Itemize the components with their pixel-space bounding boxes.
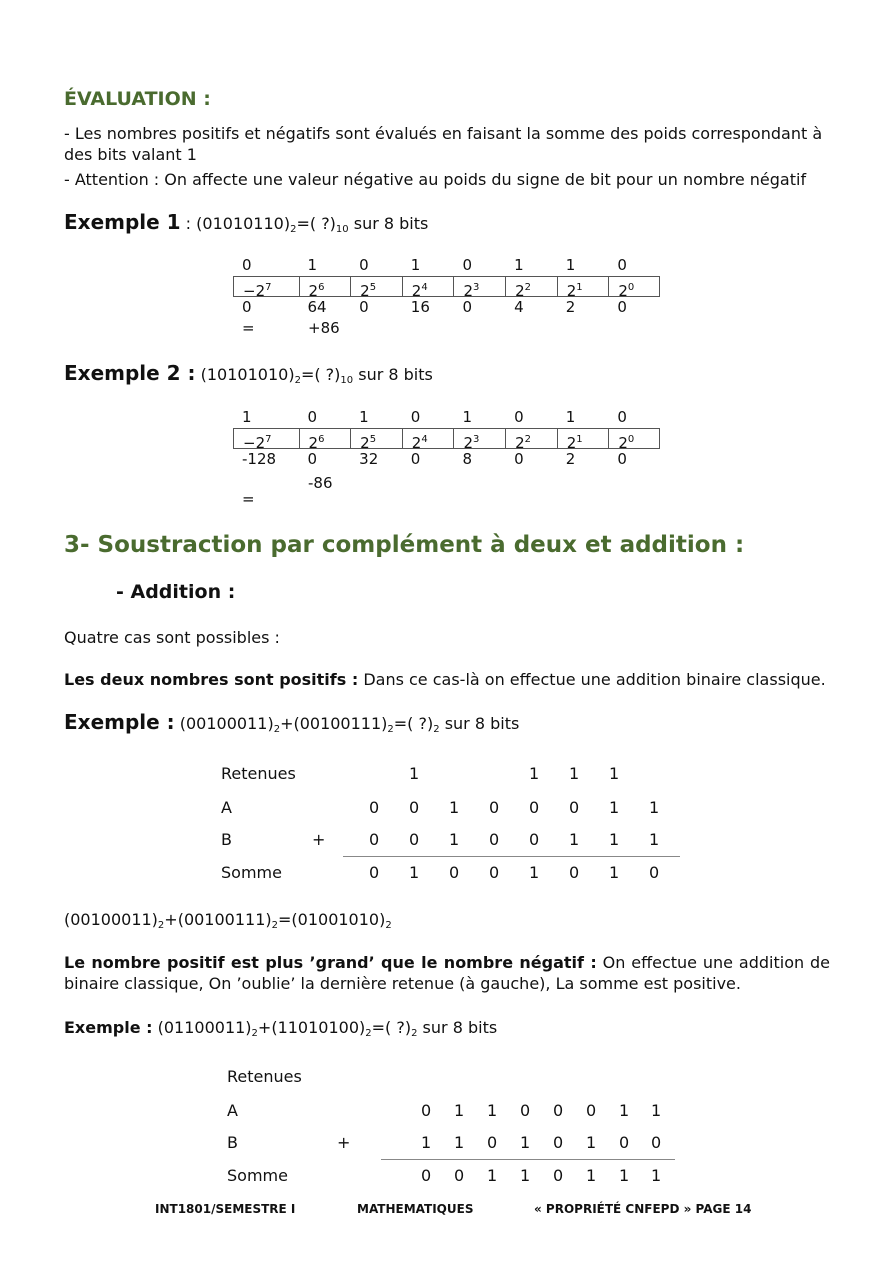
sum-divider: [343, 856, 680, 857]
section-3-heading: 3- Soustraction par complément à deux et addition :: [64, 532, 745, 558]
example-1-weight-table: [233, 255, 660, 339]
values-row: -128 0 32 0 8 0 2 0: [242, 450, 627, 468]
bits-row: 0 1 0 1 0 1 1 0: [242, 256, 627, 274]
b-row: B + 0 0 1 0 0 1 1 1: [221, 830, 660, 849]
example-1-result: +86: [308, 319, 340, 337]
powers-row: $-2^7$ $2^6$ $2^5$ $2^4$ $2^3$ $2^2$ $2^1$ $2^0$: [233, 428, 660, 449]
example-1-heading: Exemple 1 : $(01010110)_2=$( $?)_{10}$ sur 8 bits: [64, 210, 429, 235]
example-3-heading: Exemple : $(00100011)_2+(00100111)_2=$( $?)_2$ sur 8 bits: [64, 710, 520, 735]
example-3-addition-table: [221, 764, 691, 895]
a-row: A 0 0 1 0 0 0 1 1: [221, 798, 660, 817]
example-2-heading: Exemple 2 : $(10101010)_2=$( $?)_{10}$ sur 8 bits: [64, 361, 433, 386]
powers-row: $-2^7$ $2^6$ $2^5$ $2^4$ $2^3$ $2^2$ $2^1$ $2^0$: [233, 276, 660, 297]
sum-row: Somme 0 0 1 1 0 1 1 1: [227, 1166, 662, 1185]
example-2-result: -86: [308, 474, 333, 492]
example-4-heading: Exemple : $(01100011)_2+(11010100)_2=$( $?)_2$ sur 8 bits: [64, 1018, 498, 1039]
cases-intro: Quatre cas sont possibles :: [64, 628, 280, 647]
example-1-title: Exemple 1: [64, 210, 181, 234]
evaluation-heading: ÉVALUATION :: [64, 88, 211, 110]
addition-subheading: - Addition :: [116, 581, 236, 603]
carry-row: Retenues: [227, 1067, 302, 1086]
footer-subject: MATHEMATIQUES: [357, 1202, 474, 1216]
case-1-text: Les deux nombres sont positifs : Dans ce cas-là on effectue une addition binaire classique.: [64, 670, 826, 689]
result-row: = +86: [233, 318, 660, 339]
case-2-text: Le nombre positif est plus ’grand’ que le nombre négatif : On effectue une addition de binaire classique, On ’oublie’ la dernière retenue (à gauche), La somme est positive.: [64, 953, 831, 993]
result-row: = -86: [233, 470, 660, 510]
example-2-title: Exemple 2 :: [64, 361, 196, 385]
footer-course-code: INT1801/SEMESTRE I: [155, 1202, 296, 1216]
example-4-addition-table: [227, 1067, 687, 1198]
b-row: B + 1 1 0 1 0 1 0 0: [227, 1133, 662, 1152]
carry-row: Retenues 1 1 1 1: [221, 764, 620, 783]
values-row: 0 64 0 16 0 4 2 0: [242, 298, 627, 316]
evaluation-line-2: - Attention : On affecte une valeur négative au poids du signe de bit pour un nombre négatif: [64, 170, 807, 189]
example-3-result: $(00100011)_2+(00100111)_2=(01001010)_2$: [64, 910, 392, 931]
sum-row: Somme 0 1 0 0 1 0 1 0: [221, 863, 660, 882]
a-row: A 0 1 1 0 0 0 1 1: [227, 1101, 662, 1120]
evaluation-line-1: - Les nombres positifs et négatifs sont évalués en faisant la somme des poids correspondant à des bits valant 1: [64, 124, 823, 164]
sum-divider: [381, 1159, 675, 1160]
footer-page-number: « PROPRIÉTÉ CNFEPD » PAGE 14: [534, 1202, 752, 1216]
bits-row: 1 0 1 0 1 0 1 0: [242, 408, 627, 426]
example-2-weight-table: [233, 407, 660, 510]
